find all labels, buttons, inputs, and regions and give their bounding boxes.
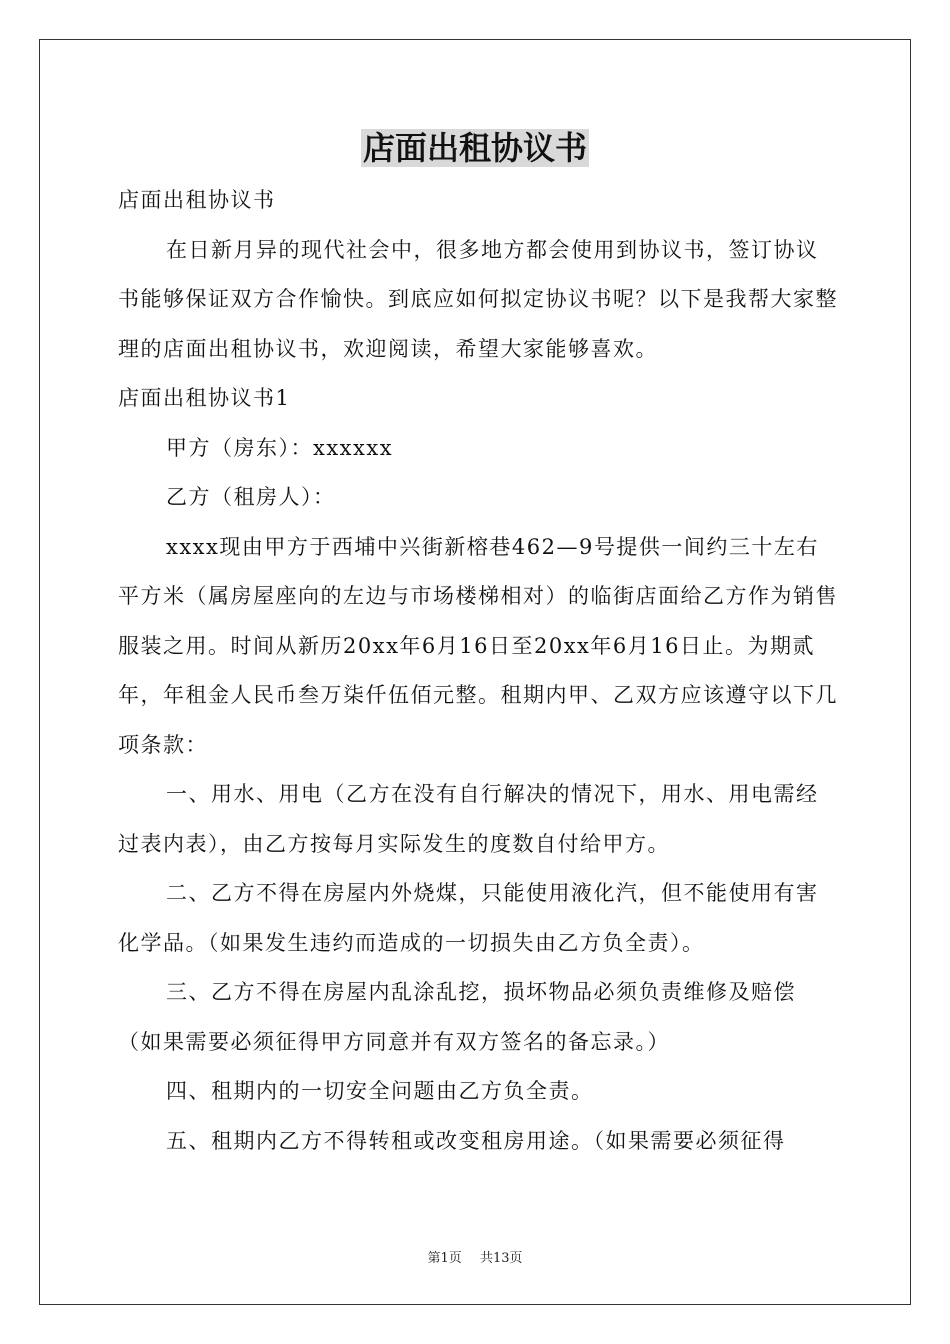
page-number: 第1页 bbox=[427, 1251, 462, 1266]
document-body bbox=[118, 176, 838, 1166]
clause-four: 四、租期内的一切安全问题由乙方负全责。 bbox=[166, 1079, 594, 1103]
subtitle-line: 店面出租协议书 bbox=[118, 188, 276, 212]
page-total: 共13页 bbox=[479, 1251, 523, 1266]
clause-five: 五、租期内乙方不得转租或改变租房用途。（如果需要必须征得 bbox=[166, 1128, 786, 1153]
clause-three: 三、乙方不得在房屋内乱涂乱挖，损坏物品必须负责维修及赔偿（如果需要必须征得甲方同意并有双方签名的备忘录。） bbox=[118, 980, 796, 1054]
page-footer bbox=[0, 1247, 950, 1266]
terms-paragraph: xxxx现由甲方于西埔中兴街新榕巷462—9号提供一间约三十左右平方米（属房屋座向的左边与市场楼梯相对）的临街店面给乙方作为销售服装之用。时间从新历20xx年6月16日至20xx年6月16日止。为期贰年，年租金人民币叁万柒仟伍佰元整。租期内甲、乙双方应该遵守以下几项条款： bbox=[118, 534, 838, 757]
intro-paragraph: 在日新月异的现代社会中，很多地方都会使用到协议书，签订协议书能够保证双方合作愉快。到底应如何拟定协议书呢？以下是我帮大家整理的店面出租协议书，欢迎阅读，希望大家能够喜欢。 bbox=[118, 237, 838, 361]
party-a-line: 甲方（房东）：xxxxxx bbox=[166, 435, 394, 460]
clause-two: 二、乙方不得在房屋内外烧煤，只能使用液化汽，但不能使用有害化学品。（如果发生违约而造成的一切损失由乙方负全责）。 bbox=[118, 881, 819, 955]
section-heading: 店面出租协议书1 bbox=[118, 386, 291, 410]
clause-one: 一、用水、用电（乙方在没有自行解决的情况下，用水、用电需经过表内表），由乙方按每月实际发生的度数自付给甲方。 bbox=[118, 782, 819, 856]
document-title-text: 店面出租协议书 bbox=[362, 129, 587, 167]
party-b-line: 乙方（租房人）： bbox=[166, 485, 336, 509]
document-title bbox=[0, 128, 950, 168]
